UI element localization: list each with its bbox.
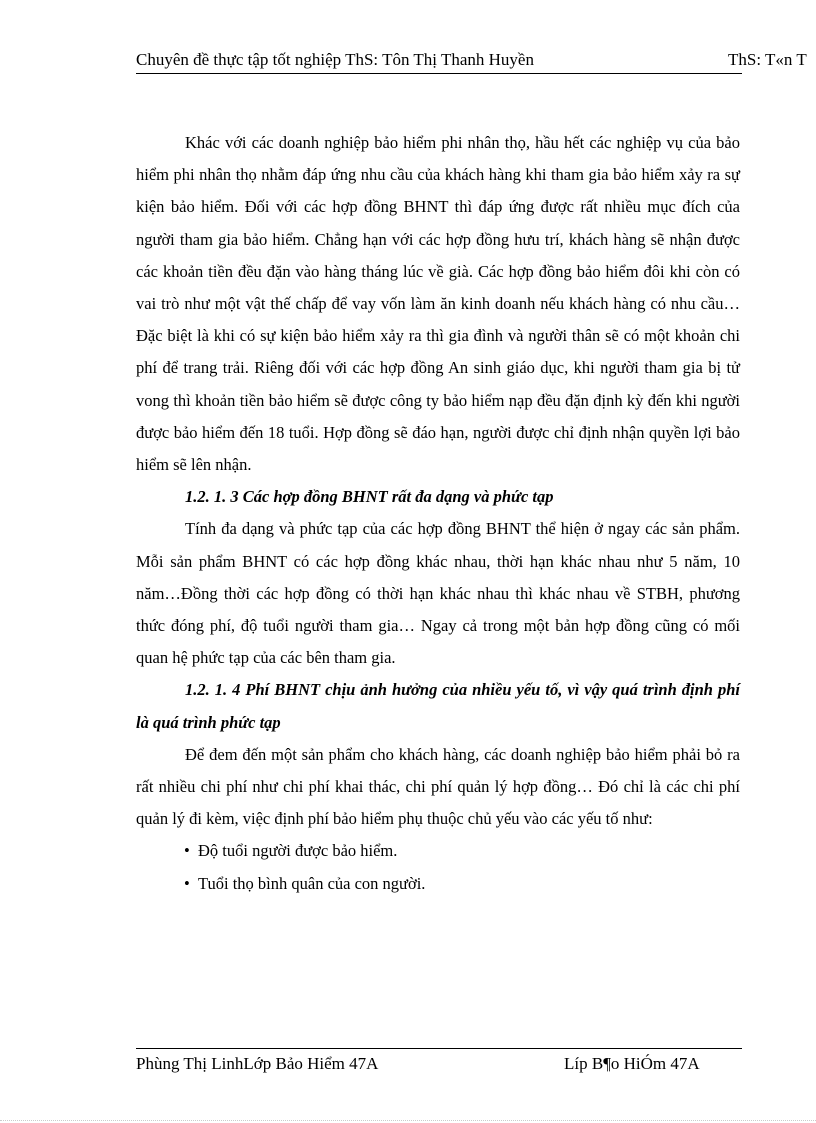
header-title-overflow: ThS: T«n T <box>728 50 807 69</box>
bullet-item <box>136 835 740 867</box>
page-header <box>136 48 816 74</box>
footer-divider <box>136 1048 742 1049</box>
bullet-text: Độ tuổi người được bảo hiểm. <box>198 841 398 861</box>
footer-class: Líp B¶o HiÓm 47A <box>564 1054 700 1073</box>
bullet-icon: • <box>184 873 190 893</box>
footer-author: Phùng Thị LinhLớp Bảo Hiểm 47A <box>136 1054 379 1073</box>
paragraph-1: Khác với các doanh nghiệp bảo hiểm phi nhân thọ, hầu hết các nghiệp vụ của bảo hiểm phi nhân thọ nhằm đáp ứng nhu cầu của khách hàng khi tham gia bảo hiểm xảy ra sự kiện bảo hiểm. Đối với các hợp đồng BHNT thì đáp ứng được rất nhiều mục đích của người tham gia bảo hiểm. Chẳng hạn với các hợp đồng hưu trí, khách hàng sẽ nhận được các khoản tiền đều đặn vào hàng tháng lúc về già. Các hợp đồng bảo hiểm đôi khi còn có vai trò như một vật thế chấp để vay vốn làm ăn kinh doanh nếu khách hàng có nhu cầu…Đặc biệt là khi có sự kiện bảo hiểm xảy ra thì gia đình và người thân sẽ có một khoản chi phí để trang trải. Riêng đối với các hợp đồng An sinh giáo dục, khi người tham gia bị tử vong thì khoản tiền bảo hiểm sẽ được công ty bảo hiểm nạp đều đặn định kỳ đến khi người được bảo hiểm đến 18 tuổi. Hợp đồng sẽ đáo hạn, người được chỉ định nhận quyền lợi bảo hiểm sẽ lên nhận. <box>136 133 740 475</box>
header-title: Chuyên đề thực tập tốt nghiệp ThS: Tôn Thị Thanh Huyền <box>136 50 534 69</box>
paragraph-2: Tính đa dạng và phức tạp của các hợp đồng BHNT thể hiện ở ngay các sản phẩm. Mỗi sản phẩm BHNT có các hợp đồng khác nhau, thời hạn khác nhau như 5 năm, 10 năm…Đồng thời các hợp đồng có thời hạn khác nhau thì khác nhau về STBH, phương thức đóng phí, độ tuổi người tham gia… Ngay cả trong một bản hợp đồng cũng có mối quan hệ phức tạp của các bên tham gia. <box>136 519 740 668</box>
paragraph-3: Để đem đến một sản phẩm cho khách hàng, các doanh nghiệp bảo hiểm phải bỏ ra rất nhiều chi phí như chi phí khai thác, chi phí quản lý hợp đồng… Đó chỉ là các chi phí quản lý đi kèm, việc định phí bảo hiểm phụ thuộc chủ yếu vào các yếu tố như: <box>136 744 740 829</box>
header-divider <box>136 73 742 74</box>
section-heading-1-2-1-4: 1.2. 1. 4 Phí BHNT chịu ảnh hưởng của nhiều yếu tố, vì vậy quá trình định phí là quá trình phức tạp <box>136 680 740 732</box>
bullet-item <box>136 868 740 900</box>
section-heading-1-2-1-3: 1.2. 1. 3 Các hợp đồng BHNT rất đa dạng và phức tạp <box>185 487 554 507</box>
bullet-icon: • <box>184 841 190 861</box>
page-footer <box>136 1052 740 1078</box>
bullet-text: Tuổi thọ bình quân của con người. <box>198 873 426 893</box>
document-body <box>136 127 740 900</box>
page-edge-divider <box>0 1120 816 1121</box>
